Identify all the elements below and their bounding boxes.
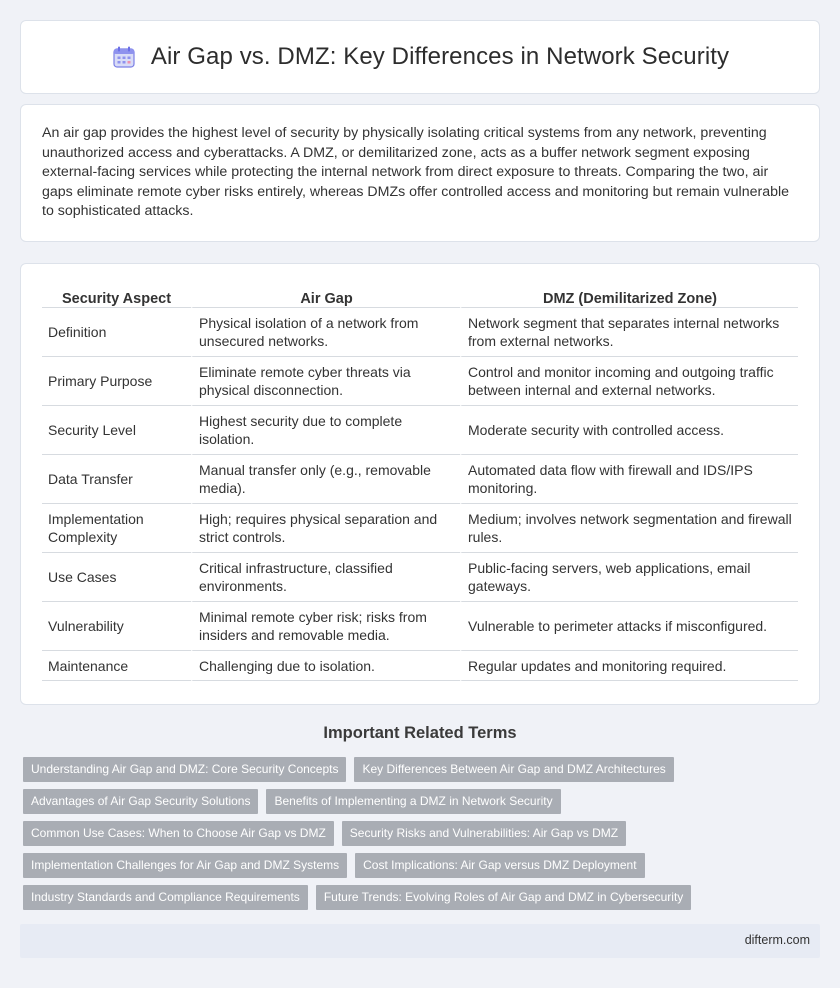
table-row — [42, 553, 798, 602]
air-gap-cell: High; requires physical separation and strict controls. — [191, 504, 460, 553]
related-term-link[interactable]: Security Risks and Vulnerabilities: Air Gap vs DMZ — [342, 821, 626, 846]
air-gap-cell: Challenging due to isolation. — [191, 651, 460, 681]
related-term-link[interactable]: Key Differences Between Air Gap and DMZ Architectures — [354, 757, 673, 782]
air-gap-cell: Critical infrastructure, classified environments. — [191, 553, 460, 602]
table-row — [42, 357, 798, 406]
column-header-air-gap: Air Gap — [191, 282, 460, 308]
row-aspect-cell: Maintenance — [42, 651, 191, 681]
calendar-icon — [111, 44, 137, 70]
intro-paragraph: An air gap provides the highest level of security by physically isolating critical systems from any network, preventing unauthorized access and cyberattacks. A DMZ, or demilitarized zone, acts as a buffer network segment exposing external-facing services while protecting the internal network from direct exposure to threats. Comparing the two, air gaps eliminate remote cyber risks entirely, whereas DMZs offer controlled access and monitoring but remain vulnerable to sophisticated attacks. — [42, 125, 790, 220]
table-row — [42, 406, 798, 455]
footer — [20, 924, 820, 958]
related-term-link[interactable]: Industry Standards and Compliance Requirements — [23, 885, 308, 910]
dmz-cell: Network segment that separates internal networks from external networks. — [460, 308, 798, 357]
row-aspect-cell: Implementation Complexity — [42, 504, 191, 553]
related-term-link[interactable]: Cost Implications: Air Gap versus DMZ Deployment — [355, 853, 644, 878]
related-term-link[interactable]: Common Use Cases: When to Choose Air Gap vs DMZ — [23, 821, 334, 846]
dmz-cell: Public-facing servers, web applications, email gateways. — [460, 553, 798, 602]
related-term-link[interactable]: Implementation Challenges for Air Gap and DMZ Systems — [23, 853, 347, 878]
table-header-row — [42, 282, 798, 308]
dmz-cell: Automated data flow with firewall and IDS/IPS monitoring. — [460, 455, 798, 504]
related-term-link[interactable]: Advantages of Air Gap Security Solutions — [23, 789, 258, 814]
air-gap-cell: Eliminate remote cyber threats via physical disconnection. — [191, 357, 460, 406]
air-gap-cell: Physical isolation of a network from unsecured networks. — [191, 308, 460, 357]
column-header-aspect: Security Aspect — [42, 282, 191, 308]
air-gap-cell: Minimal remote cyber risk; risks from insiders and removable media. — [191, 602, 460, 651]
related-term-link[interactable]: Future Trends: Evolving Roles of Air Gap and DMZ in Cybersecurity — [316, 885, 691, 910]
dmz-cell: Regular updates and monitoring required. — [460, 651, 798, 681]
air-gap-cell: Manual transfer only (e.g., removable media). — [191, 455, 460, 504]
row-aspect-cell: Vulnerability — [42, 602, 191, 651]
table-row — [42, 308, 798, 357]
intro-card — [20, 104, 820, 242]
dmz-cell: Vulnerable to perimeter attacks if misconfigured. — [460, 602, 798, 651]
dmz-cell: Medium; involves network segmentation and firewall rules. — [460, 504, 798, 553]
comparison-table — [42, 282, 798, 681]
row-aspect-cell: Security Level — [42, 406, 191, 455]
table-row — [42, 504, 798, 553]
air-gap-cell: Highest security due to complete isolation. — [191, 406, 460, 455]
row-aspect-cell: Definition — [42, 308, 191, 357]
column-header-dmz: DMZ (Demilitarized Zone) — [460, 282, 798, 308]
row-aspect-cell: Data Transfer — [42, 455, 191, 504]
table-row — [42, 455, 798, 504]
related-term-link[interactable]: Understanding Air Gap and DMZ: Core Security Concepts — [23, 757, 346, 782]
related-terms-heading: Important Related Terms — [323, 724, 517, 742]
title-wrap — [111, 43, 729, 71]
table-row — [42, 602, 798, 651]
header-card — [20, 20, 820, 94]
dmz-cell: Control and monitor incoming and outgoing traffic between internal and external networks. — [460, 357, 798, 406]
footer-site-name: difterm.com — [744, 933, 810, 947]
dmz-cell: Moderate security with controlled access. — [460, 406, 798, 455]
related-term-link[interactable]: Benefits of Implementing a DMZ in Network Security — [266, 789, 560, 814]
page-title: Air Gap vs. DMZ: Key Differences in Network Security — [150, 43, 730, 70]
comparison-table-card — [20, 263, 820, 705]
table-row — [42, 651, 798, 681]
row-aspect-cell: Use Cases — [42, 553, 191, 602]
related-terms-list — [23, 757, 823, 910]
row-aspect-cell: Primary Purpose — [42, 357, 191, 406]
